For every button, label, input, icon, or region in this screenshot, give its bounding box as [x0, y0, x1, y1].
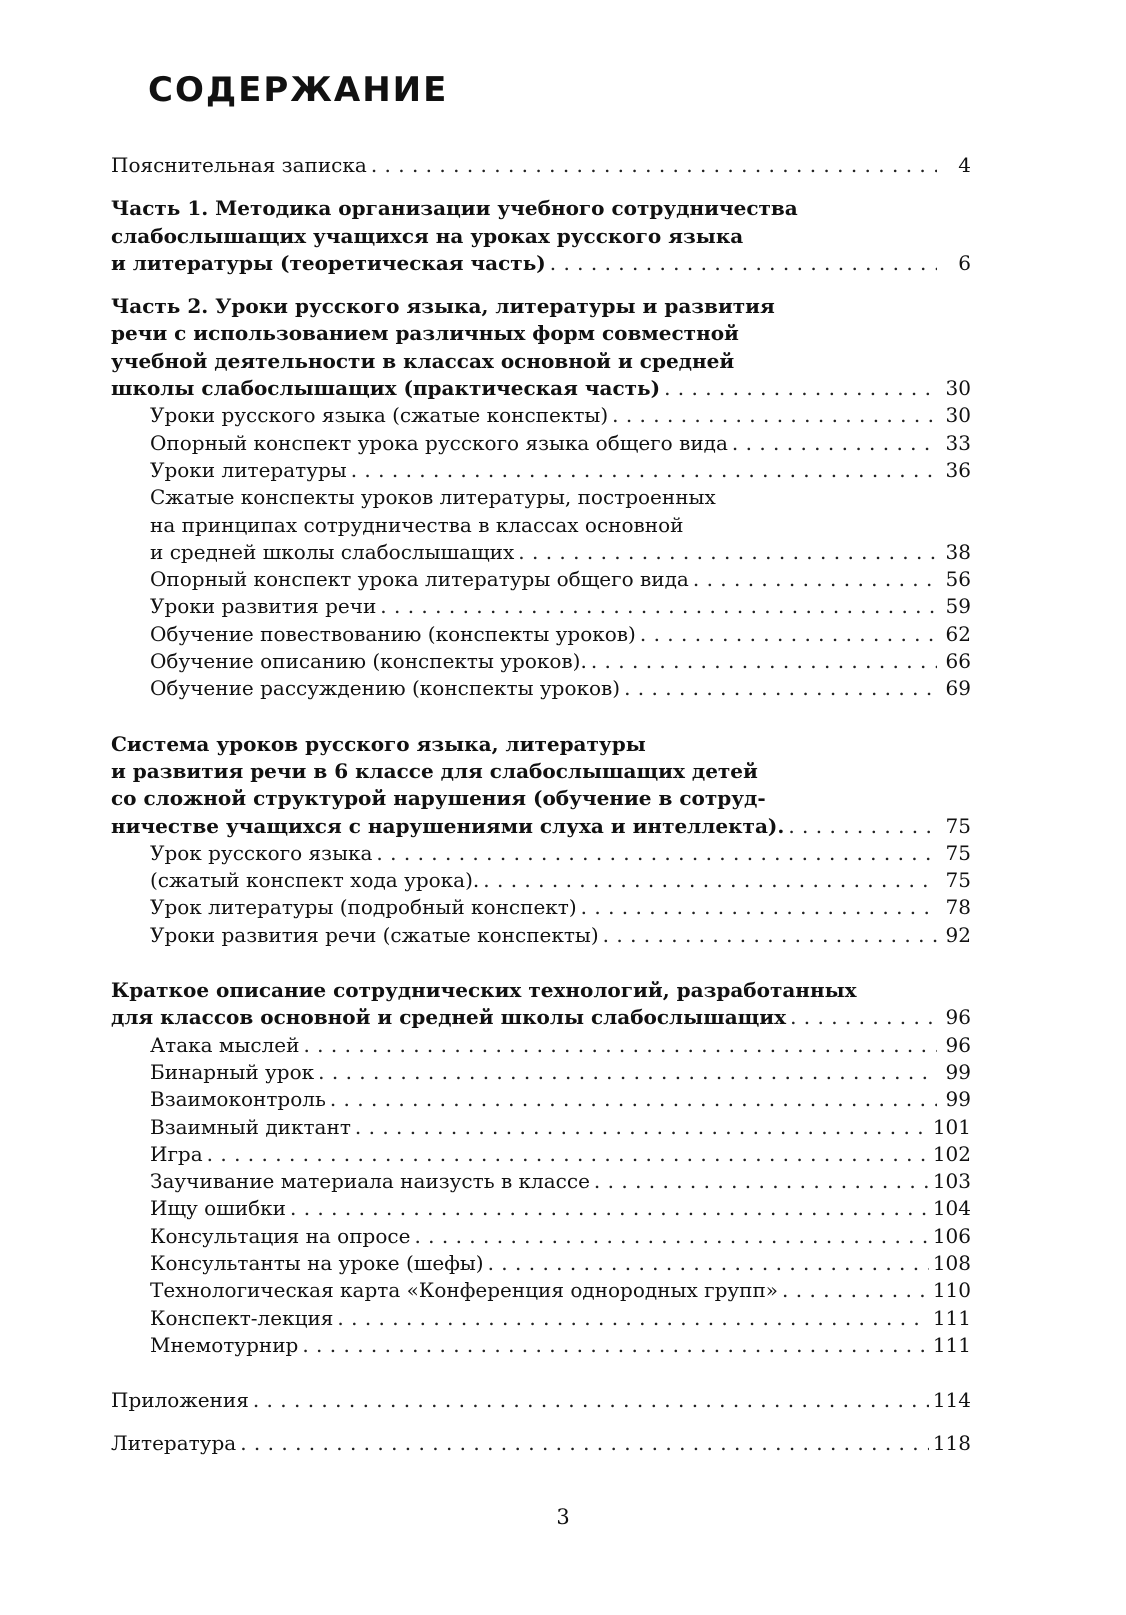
toc-entry-title: Бинарный урок	[150, 1059, 315, 1084]
toc-page-number: 99	[945, 1087, 971, 1112]
toc-page-number: 101	[932, 1114, 971, 1139]
toc-entry[interactable]	[111, 1305, 971, 1332]
toc-entry-line: на принципах сотрудничества в классах основной	[150, 512, 684, 537]
toc-entry[interactable]	[111, 1141, 971, 1168]
toc-entry-title: Обучение повествованию (конспекты уроков)	[150, 621, 636, 646]
toc-entry[interactable]	[111, 195, 971, 277]
dot-leader	[351, 457, 937, 484]
toc-page-number: 108	[932, 1250, 971, 1275]
toc-entry-title: Приложения	[111, 1388, 249, 1413]
toc-page-number: 114	[932, 1388, 971, 1413]
toc-entry-title: Обучение описанию (конспекты уроков).	[150, 649, 587, 674]
toc-entry-title: Урок литературы (подробный конспект)	[150, 895, 577, 920]
toc-page-number: 102	[932, 1141, 971, 1166]
toc-page-number: 75	[945, 813, 971, 838]
toc-entry-title: Уроки развития речи (сжатые конспекты)	[150, 922, 599, 947]
dot-leader	[612, 402, 937, 429]
toc-page-number: 38	[945, 539, 971, 564]
dot-leader	[414, 1223, 928, 1250]
toc-entry-title: Литература	[111, 1431, 237, 1456]
toc-entry[interactable]	[111, 621, 971, 648]
toc-entry-line: Краткое описание сотруднических технологий, разработанных	[111, 978, 857, 1003]
toc-entry[interactable]	[111, 1250, 971, 1277]
toc-entry-title: Мнемотурнир	[150, 1332, 299, 1357]
toc-entry-title: и средней школы слабослышащих	[150, 539, 515, 564]
toc-page-number: 75	[945, 840, 971, 865]
toc-entry-title: Ищу ошибки	[150, 1196, 286, 1221]
toc-page-number: 6	[958, 250, 971, 275]
dot-leader	[240, 1430, 929, 1457]
dot-leader	[371, 152, 937, 179]
dot-leader	[318, 1059, 937, 1086]
toc-entry-title: и литературы (теоретическая часть)	[111, 250, 546, 275]
toc-entry-title: Заучивание материала наизусть в классе	[150, 1169, 590, 1194]
toc-page-number: 111	[932, 1305, 971, 1330]
toc-entry[interactable]	[111, 430, 971, 457]
toc-page-number: 103	[932, 1169, 971, 1194]
toc-entry[interactable]	[111, 731, 971, 840]
dot-leader	[483, 867, 937, 894]
toc-entry[interactable]	[111, 1332, 971, 1359]
toc-page-number: 99	[945, 1059, 971, 1084]
toc-entry[interactable]	[111, 977, 971, 1032]
toc-entry-title: Опорный конспект урока русского языка общего вида	[150, 430, 728, 455]
toc-entry-title: Уроки литературы	[150, 457, 347, 482]
toc-entry-title: Обучение рассуждению (конспекты уроков)	[150, 676, 621, 701]
dot-leader	[207, 1141, 929, 1168]
toc-entry-title: Уроки развития речи	[150, 594, 377, 619]
toc-entry-line: речи с использованием различных форм совместной	[111, 321, 739, 346]
toc-entry[interactable]	[111, 840, 971, 867]
dot-leader	[664, 375, 937, 402]
toc-entry-title: для классов основной и средней школы слабослышащих	[111, 1005, 787, 1030]
dot-leader	[518, 539, 937, 566]
dot-leader	[732, 430, 937, 457]
toc-entry-line: учебной деятельности в классах основной и средней	[111, 348, 735, 373]
toc-entry-title: Пояснительная записка	[111, 153, 367, 177]
toc-entry-title: Игра	[150, 1141, 203, 1166]
dot-leader	[782, 1277, 929, 1304]
dot-leader	[302, 1332, 928, 1359]
toc-entry[interactable]	[111, 484, 971, 566]
toc-page-number: 111	[932, 1332, 971, 1357]
toc-page-number: 106	[932, 1223, 971, 1248]
toc-entry[interactable]	[111, 1387, 971, 1414]
toc-entry[interactable]	[111, 293, 971, 402]
toc-entry[interactable]	[111, 867, 971, 894]
dot-leader	[640, 621, 937, 648]
toc-entry-line: Система уроков русского языка, литературы	[111, 731, 646, 756]
toc-page-number: 69	[945, 676, 971, 701]
toc-entry-line: слабослышащих учащихся на уроках русского языка	[111, 223, 744, 248]
toc-entry-title: Технологическая карта «Конференция однородных групп»	[150, 1278, 779, 1303]
dot-leader	[603, 922, 937, 949]
toc-entry[interactable]	[111, 1277, 971, 1304]
toc-entry[interactable]	[111, 1195, 971, 1222]
table-of-contents	[111, 152, 971, 1458]
toc-entry-title: Атака мыслей	[150, 1032, 300, 1057]
toc-page-number: 36	[945, 457, 971, 482]
dot-leader	[594, 1168, 929, 1195]
toc-page-number: 78	[945, 895, 971, 920]
toc-page-number: 96	[945, 1032, 971, 1057]
toc-entry[interactable]	[111, 1114, 971, 1141]
dot-leader	[550, 250, 937, 277]
toc-page-number: 96	[945, 1005, 971, 1030]
toc-page-number: 4	[958, 153, 971, 177]
dot-leader	[788, 813, 937, 840]
dot-leader	[330, 1086, 937, 1113]
dot-leader	[380, 593, 937, 620]
dot-leader	[488, 1250, 929, 1277]
dot-leader	[581, 894, 937, 921]
toc-page-number: 33	[945, 430, 971, 455]
dot-leader	[624, 675, 937, 702]
toc-entry-line: Часть 1. Методика организации учебного сотрудничества	[111, 196, 798, 221]
dot-leader	[693, 566, 937, 593]
toc-entry[interactable]	[111, 152, 971, 179]
dot-leader	[591, 648, 937, 675]
toc-page-number: 30	[945, 403, 971, 428]
toc-page-number: 66	[945, 649, 971, 674]
toc-entry[interactable]	[111, 593, 971, 620]
toc-entry-title: Опорный конспект урока литературы общего вида	[150, 567, 689, 592]
toc-entry[interactable]	[111, 922, 971, 949]
toc-entry[interactable]	[111, 1032, 971, 1059]
toc-entry-line: Часть 2. Уроки русского языка, литературы и развития	[111, 294, 775, 319]
page-title: СОДЕРЖАНИЕ	[148, 70, 449, 110]
toc-entry[interactable]	[111, 648, 971, 675]
dot-leader	[337, 1305, 928, 1332]
toc-entry[interactable]	[111, 1223, 971, 1250]
toc-entry-line: и развития речи в 6 классе для слабослышащих детей	[111, 758, 758, 783]
toc-page-number: 30	[945, 376, 971, 401]
toc-entry[interactable]	[111, 1168, 971, 1195]
toc-entry[interactable]	[111, 457, 971, 484]
toc-page-number: 92	[945, 922, 971, 947]
toc-page-number: 75	[945, 868, 971, 893]
toc-entry-title: (сжатый конспект хода урока).	[150, 868, 480, 893]
toc-entry-title: ничестве учащихся с нарушениями слуха и интеллекта).	[111, 813, 785, 838]
toc-entry-title: Урок русского языка	[150, 840, 373, 865]
dot-leader	[376, 840, 937, 867]
toc-entry[interactable]	[111, 675, 971, 702]
toc-entry[interactable]	[111, 1430, 971, 1457]
toc-page-number: 59	[945, 594, 971, 619]
toc-page-number: 110	[932, 1278, 971, 1303]
dot-leader	[303, 1032, 937, 1059]
toc-entry-title: Взаимоконтроль	[150, 1087, 326, 1112]
page-number: 3	[556, 1505, 570, 1529]
dot-leader	[253, 1387, 929, 1414]
toc-entry[interactable]	[111, 566, 971, 593]
toc-entry-title: Конспект-лекция	[150, 1305, 334, 1330]
dot-leader	[290, 1195, 929, 1222]
toc-entry-line: со сложной структурой нарушения (обучение в сотруд-	[111, 786, 766, 811]
toc-entry-title: Уроки русского языка (сжатые конспекты)	[150, 403, 609, 428]
dot-leader	[790, 1004, 937, 1031]
toc-entry[interactable]	[111, 1059, 971, 1086]
toc-page-number: 62	[945, 621, 971, 646]
toc-entry-title: Взаимный диктант	[150, 1114, 351, 1139]
toc-entry-title: Консультанты на уроке (шефы)	[150, 1250, 484, 1275]
toc-page-number: 104	[932, 1196, 971, 1221]
toc-page-number: 118	[932, 1431, 971, 1456]
toc-entry-title: школы слабослышащих (практическая часть)	[111, 376, 661, 401]
toc-entry[interactable]	[111, 894, 971, 921]
dot-leader	[355, 1114, 929, 1141]
toc-entry[interactable]	[111, 402, 971, 429]
toc-entry-line: Сжатые конспекты уроков литературы, построенных	[150, 485, 716, 510]
toc-entry[interactable]	[111, 1086, 971, 1113]
toc-page-number: 56	[945, 567, 971, 592]
toc-entry-title: Консультация на опросе	[150, 1223, 411, 1248]
